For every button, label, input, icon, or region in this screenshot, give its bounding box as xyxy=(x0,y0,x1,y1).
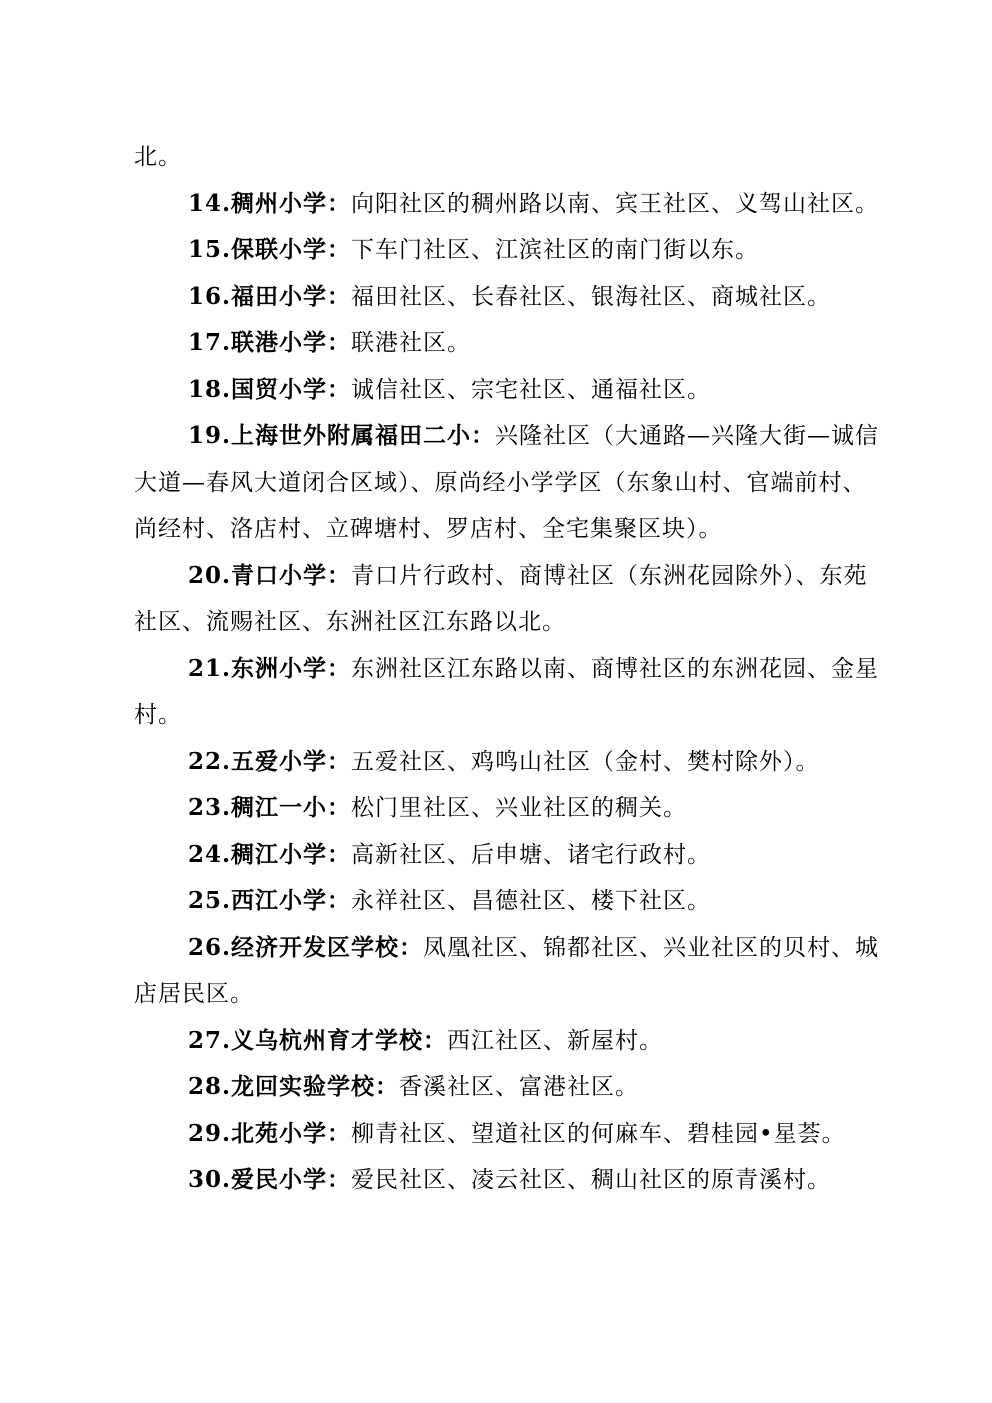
school-name: 22.五爱小学： xyxy=(188,747,352,775)
entry-24 xyxy=(134,832,880,879)
school-name: 20.青口小学： xyxy=(188,561,352,589)
entry-16 xyxy=(134,274,880,321)
entry-18 xyxy=(134,367,880,414)
entry-15 xyxy=(134,227,880,274)
entry-22 xyxy=(134,739,880,786)
school-area: 青口片行政村、商博社区（东洲花园除外）、东苑社区、流赐社区、东洲社区江东路以北。 xyxy=(134,562,868,635)
school-area: 凤凰社区、锦都社区、兴业社区的贝村、城店居民区。 xyxy=(134,934,880,1007)
school-name: 26.经济开发区学校： xyxy=(188,933,424,961)
entry-19 xyxy=(134,413,880,553)
document-body xyxy=(134,134,880,1204)
entry-21 xyxy=(134,646,880,739)
school-name: 21.东洲小学： xyxy=(188,654,352,682)
school-area: 下车门社区、江滨社区的南门街以东。 xyxy=(351,237,760,263)
entry-26 xyxy=(134,925,880,1018)
school-area: 诚信社区、宗宅社区、通福社区。 xyxy=(351,376,712,403)
entry-14 xyxy=(134,181,880,228)
school-name: 25.西江小学： xyxy=(188,887,352,914)
school-area: 爱民社区、凌云社区、稠山社区的原青溪村。 xyxy=(351,1167,832,1193)
school-area: 向阳社区的稠州路以南、宾王社区、义驾山社区。 xyxy=(351,190,880,217)
school-area: 柳青社区、望道社区的何麻车、碧桂园•星荟。 xyxy=(351,1120,846,1147)
school-name: 24.稠江小学： xyxy=(188,840,352,868)
school-name: 15.保联小学： xyxy=(188,236,352,263)
school-name: 27.义乌杭州育才学校： xyxy=(188,1026,448,1054)
school-area: 五爱社区、鸡鸣山社区（金村、樊村除外）。 xyxy=(351,748,820,775)
school-name: 28.龙回实验学校： xyxy=(188,1073,400,1100)
school-name: 16.福田小学： xyxy=(188,282,352,310)
school-name: 17.联港小学： xyxy=(188,329,352,356)
entry-27 xyxy=(134,1018,880,1065)
entry-28 xyxy=(134,1064,880,1111)
school-area: 高新社区、后申塘、诸宅行政村。 xyxy=(351,841,712,868)
school-area: 福田社区、长春社区、银海社区、商城社区。 xyxy=(351,283,832,310)
entry-17 xyxy=(134,320,880,367)
school-name: 29.北苑小学： xyxy=(188,1119,352,1147)
entry-29 xyxy=(134,1111,880,1158)
entry-23 xyxy=(134,785,880,832)
entry-25 xyxy=(134,878,880,925)
school-area: 兴隆社区（大通路—兴隆大街—诚信大道—春风大道闭合区域）、原尚经小学学区（东象山村、官端前村、尚经村、洛店村、立碑塘村、罗店村、全宅集聚区块）。 xyxy=(134,423,880,542)
entry-20 xyxy=(134,553,880,646)
school-area: 西江社区、新屋村。 xyxy=(447,1027,664,1054)
school-area: 香溪社区、富港社区。 xyxy=(399,1074,640,1100)
school-area: 联港社区。 xyxy=(351,330,472,356)
school-name: 30.爱民小学： xyxy=(188,1166,352,1193)
school-name: 19.上海世外附属福田二小： xyxy=(188,422,496,449)
school-name: 18.国贸小学： xyxy=(188,375,352,403)
school-name: 14.稠州小学： xyxy=(188,189,352,217)
school-name: 23.稠江一小： xyxy=(188,794,352,821)
school-area: 东洲社区江东路以南、商博社区的东洲花园、金星村。 xyxy=(134,655,880,728)
lead-text: 北。 xyxy=(134,144,182,170)
entry-30 xyxy=(134,1157,880,1204)
school-area: 松门里社区、兴业社区的稠关。 xyxy=(351,795,688,821)
school-area: 永祥社区、昌德社区、楼下社区。 xyxy=(351,888,712,914)
